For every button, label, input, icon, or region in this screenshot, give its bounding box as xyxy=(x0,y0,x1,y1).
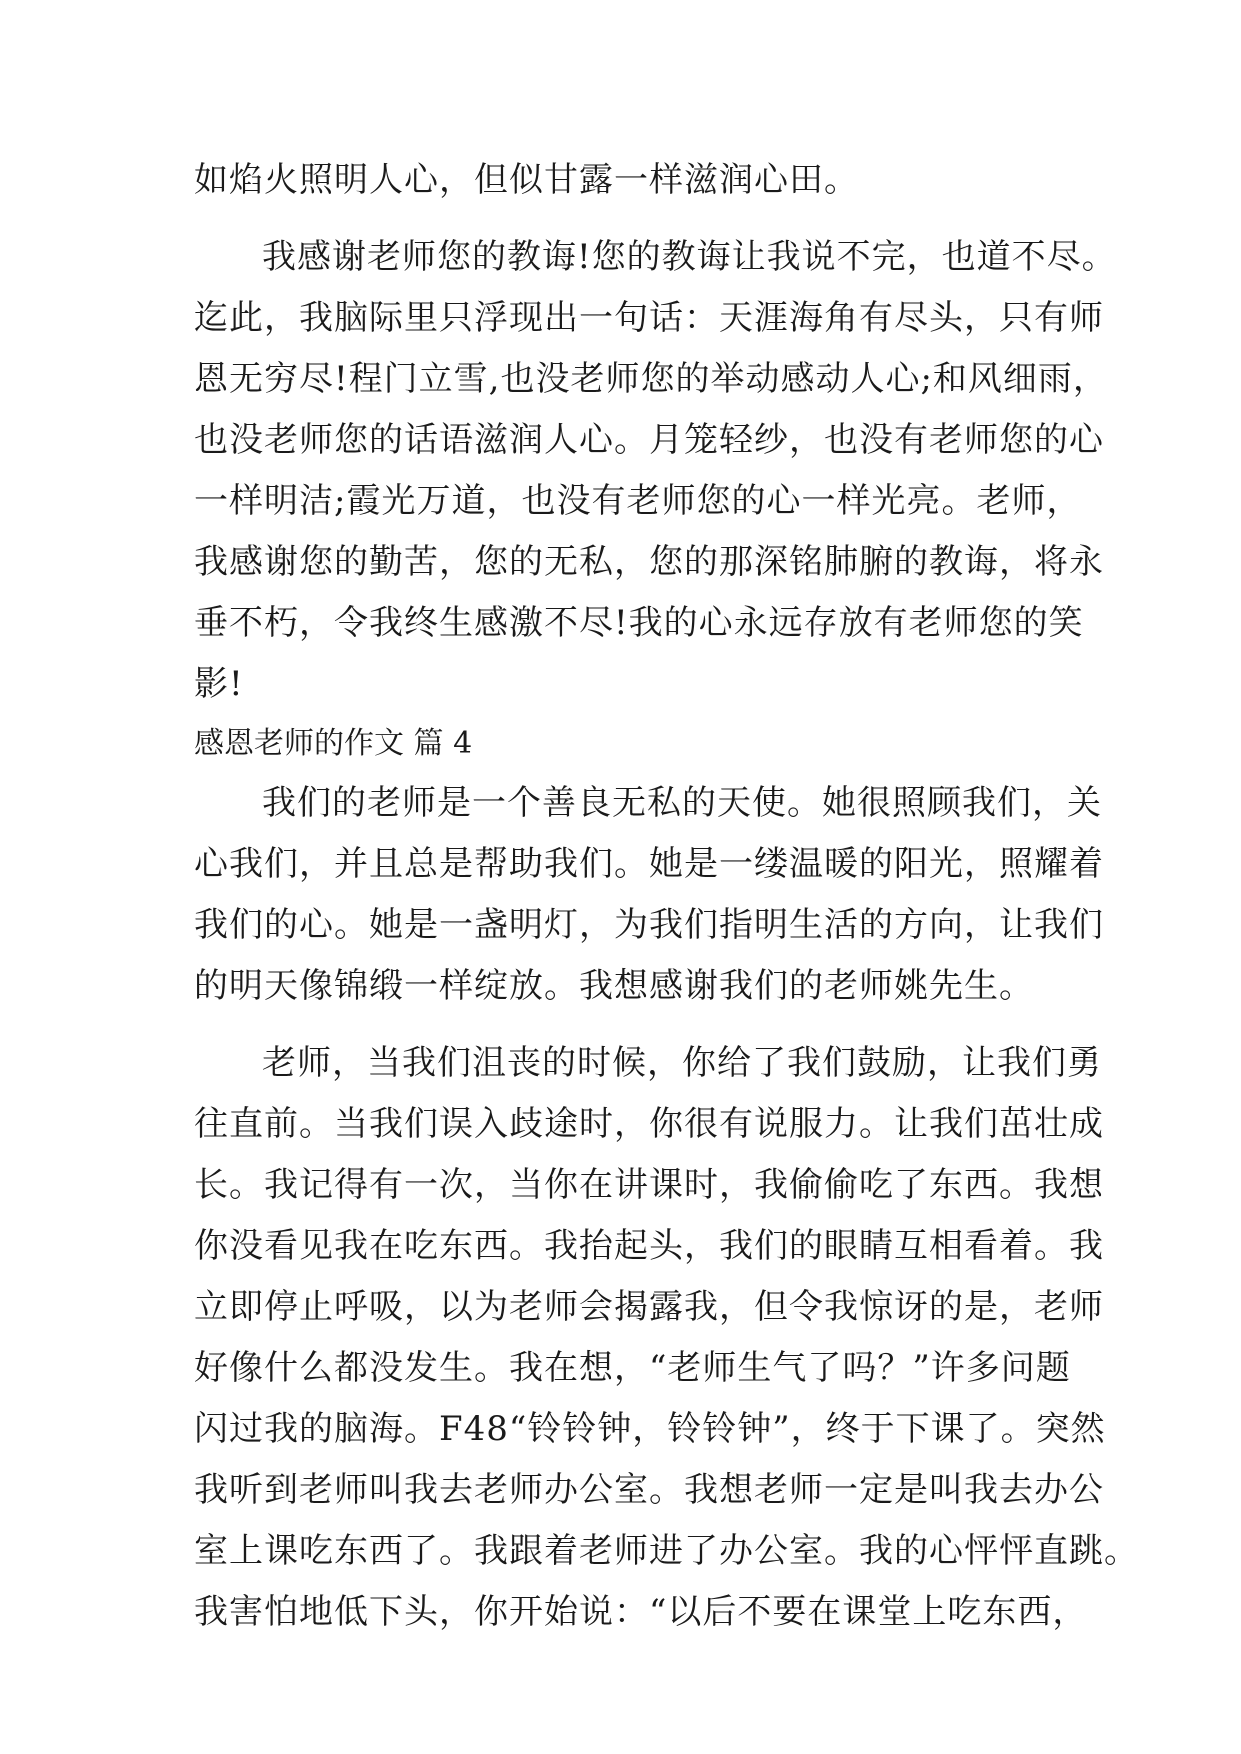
text-line: 立即停止呼吸，以为老师会揭露我，但令我惊讶的是，老师 xyxy=(194,1287,1104,1327)
text-line: 老师，当我们沮丧的时候，你给了我们鼓励，让我们勇 xyxy=(262,1043,1102,1083)
text-line: 一样明洁;霞光万道，也没有老师您的心一样光亮。老师， xyxy=(194,481,1082,521)
text-line: 室上课吃东西了。我跟着老师进了办公室。我的心怦怦直跳。 xyxy=(194,1531,1139,1571)
paragraph-gratitude xyxy=(194,227,1117,715)
text-line: 我感谢老师您的教诲!您的教诲让我说不完，也道不尽。 xyxy=(262,237,1117,277)
text-line: 如焰火照明人心，但似甘露一样滋润心田。 xyxy=(194,160,859,200)
text-line: 心我们，并且总是帮助我们。她是一缕温暖的阳光，照耀着 xyxy=(194,844,1104,884)
text-line: 也没老师您的话语滋润人心。月笼轻纱，也没有老师您的心 xyxy=(194,420,1104,460)
section-heading: 感恩老师的作文 篇 4 xyxy=(194,726,473,761)
paragraph-teacher-angel xyxy=(194,773,1104,1017)
text-line: 我听到老师叫我去老师办公室。我想老师一定是叫我去办公 xyxy=(194,1470,1104,1510)
text-line: 我害怕地低下头，你开始说：“以后不要在课堂上吃东西， xyxy=(194,1592,1088,1632)
text-line: 我感谢您的勤苦，您的无私，您的那深铭肺腑的教诲，将永 xyxy=(194,542,1104,582)
text-line: 我们的心。她是一盏明灯，为我们指明生活的方向，让我们 xyxy=(194,905,1104,945)
text-line: 往直前。当我们误入歧途时，你很有说服力。让我们茁壮成 xyxy=(194,1104,1104,1144)
text-line: 好像什么都没发生。我在想，“老师生气了吗？”许多问题 xyxy=(194,1348,1071,1388)
paragraph-classroom-story xyxy=(194,1033,1139,1643)
text-line: 你没看见我在吃东西。我抬起头，我们的眼睛互相看着。我 xyxy=(194,1226,1104,1266)
text-line: 闪过我的脑海。F48“铃铃钟，铃铃钟”，终于下课了。突然 xyxy=(194,1409,1106,1449)
text-line: 我们的老师是一个善良无私的天使。她很照顾我们，关 xyxy=(262,783,1102,823)
text-line: 垂不朽，令我终生感激不尽!我的心永远存放有老师您的笑 xyxy=(194,603,1084,643)
text-line: 长。我记得有一次，当你在讲课时，我偷偷吃了东西。我想 xyxy=(194,1165,1104,1205)
text-line: 迄此，我脑际里只浮现出一句话：天涯海角有尽头，只有师 xyxy=(194,298,1104,338)
document-body xyxy=(194,150,1139,1643)
text-line: 的明天像锦缎一样绽放。我想感谢我们的老师姚先生。 xyxy=(194,966,1034,1006)
previous-paragraph-tail xyxy=(194,150,1094,211)
text-line: 影! xyxy=(194,664,244,704)
text-line: 恩无穷尽!程门立雪,也没老师您的举动感动人心;和风细雨， xyxy=(194,359,1108,399)
